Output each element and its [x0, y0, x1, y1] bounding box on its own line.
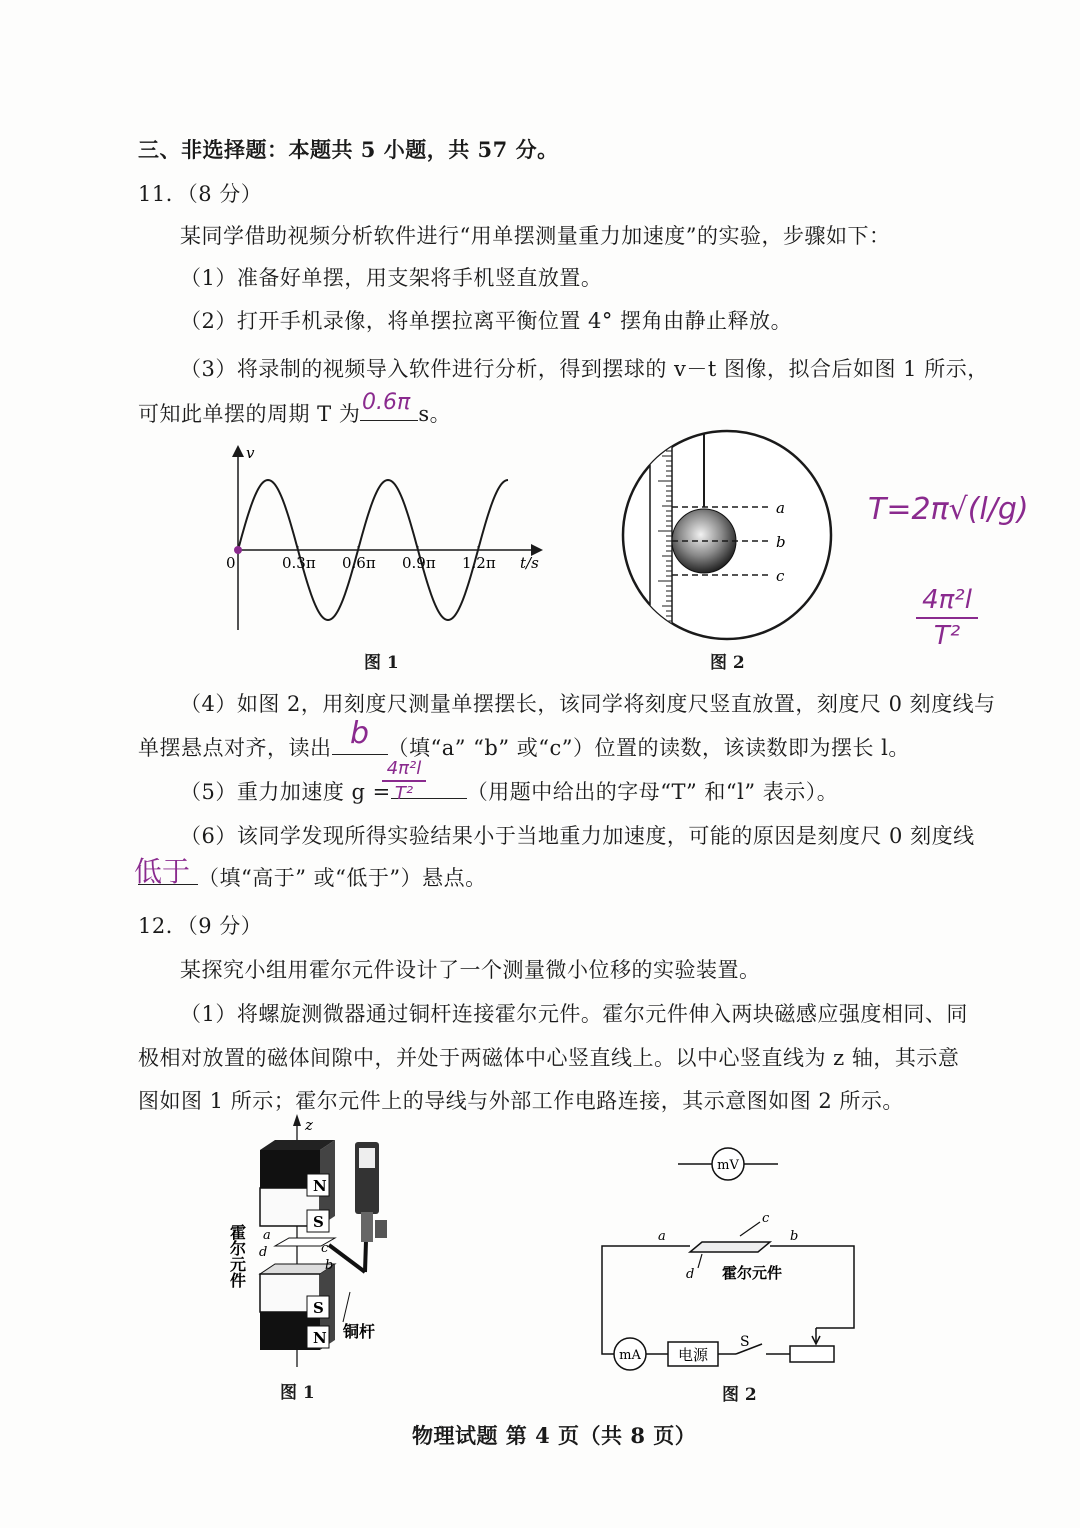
- vt-origin: 0: [226, 554, 236, 572]
- reading-handwritten-answer: b: [350, 716, 370, 751]
- point-b-label: b: [325, 1258, 334, 1273]
- q11-step3-line1: （3）将录制的视频导入软件进行分析，得到摆球的 v－t 图像，拟合后如图 1 所示，: [180, 357, 989, 381]
- q11-fig1-caption: 图 1: [364, 653, 399, 673]
- micrometer-scale: [359, 1148, 375, 1168]
- q11-number: 11．（8 分）: [138, 182, 263, 206]
- g-answer-num: 4π²l: [386, 758, 422, 779]
- g-handwritten-answer: [372, 758, 436, 804]
- q11-step4-line1: （4）如图 2，用刻度尺测量单摆摆长，该同学将刻度尺竖直放置，刻度尺 0 刻度线与: [180, 692, 996, 716]
- q11-step3-suffix: s。: [418, 402, 452, 426]
- point-c-leader: [740, 1222, 760, 1236]
- vt-graph: [222, 440, 552, 640]
- margin-note-g-formula: [912, 585, 982, 651]
- top-magnet-s-label: S: [313, 1213, 324, 1231]
- vt-x-label: t/s: [520, 554, 539, 572]
- q12-step1-line3: 图如图 1 所示；霍尔元件上的导线与外部工作电路连接，其示意图如图 2 所示。: [138, 1089, 904, 1113]
- copper-rod-leader: [343, 1292, 350, 1322]
- period-handwritten-answer: 0.6π: [362, 390, 411, 415]
- ruler: [650, 425, 672, 645]
- point-c-label: c: [321, 1241, 329, 1256]
- vt-tick-label: 0.3π: [282, 554, 316, 572]
- micrometer-spindle: [361, 1212, 373, 1242]
- bottom-magnet-s-label: S: [313, 1299, 324, 1317]
- millivoltmeter-label: mV: [717, 1158, 739, 1173]
- circuit-point-b: b: [790, 1229, 799, 1244]
- q11-step6-line2: [138, 862, 487, 892]
- position-handwritten-answer: 低于: [134, 855, 191, 888]
- handwritten-origin-mark: [234, 546, 242, 554]
- switch-label: S: [740, 1334, 750, 1350]
- q11-step1: （1）准备好单摆，用支架将手机竖直放置。: [180, 266, 603, 290]
- q11-step6-suffix: （填“高于” 或“低于”）悬点。: [198, 866, 487, 890]
- margin-note-g-num: 4π²l: [922, 585, 972, 615]
- q11-step6-line1: （6）该同学发现所得实验结果小于当地重力加速度，可能的原因是刻度尺 0 刻度线: [180, 824, 975, 848]
- q12-intro: 某探究小组用霍尔元件设计了一个测量微小位移的实验装置。: [180, 958, 761, 982]
- circuit-figure: [590, 1140, 870, 1380]
- q11-step4-suffix: （填“a” “b” 或“c”）位置的读数，该读数即为摆长 l。: [387, 736, 910, 760]
- bottom-magnet-n-label: N: [313, 1329, 327, 1347]
- period-answer-blank: [360, 420, 418, 421]
- margin-note-period-formula: T=2π√(l/g): [868, 492, 1029, 527]
- power-source-label: 电源: [677, 1346, 709, 1364]
- q12-fig2-caption: 图 2: [722, 1385, 757, 1405]
- vt-tick-label: 0.9π: [402, 554, 436, 572]
- hall-element-label: 霍尔元件: [227, 1224, 247, 1288]
- point-a-label: a: [263, 1228, 271, 1243]
- section-header: 三、非选择题：本题共 5 小题，共 57 分。: [138, 137, 559, 162]
- g-answer-fraction-bar: [382, 780, 426, 782]
- loop-wire-left: [602, 1246, 690, 1354]
- margin-note-g-den: T²: [933, 621, 961, 651]
- vt-tick-label: 1.2π: [462, 554, 496, 572]
- hall-element: [690, 1242, 770, 1252]
- rheostat: [790, 1346, 834, 1362]
- magnet-figure: [225, 1112, 425, 1372]
- q11-step2: （2）打开手机录像，将单摆拉离平衡位置 4° 摆角由静止释放。: [180, 309, 793, 333]
- micrometer-thimble: [375, 1220, 387, 1238]
- milliammeter-label: mA: [619, 1348, 641, 1363]
- reading-answer-blank: [332, 754, 388, 755]
- q12-step1-line1: （1）将螺旋测微器通过铜杆连接霍尔元件。霍尔元件伸入两块磁感应强度相同、同: [180, 1002, 968, 1026]
- loop-wire-right: [770, 1246, 854, 1328]
- page-footer: 物理试题 第 4 页（共 8 页）: [412, 1423, 697, 1448]
- top-magnet-n-label: N: [313, 1177, 327, 1195]
- q11-step3-prefix: 可知此单摆的周期 T 为: [138, 402, 361, 426]
- z-axis-arrow: [293, 1114, 301, 1126]
- q11-fig2-caption: 图 2: [710, 653, 745, 673]
- q11-intro: 某同学借助视频分析软件进行“用单摆测量重力加速度”的实验，步骤如下：: [180, 224, 891, 248]
- margin-note-g-fraction-bar: [916, 617, 978, 619]
- q11-step5: [180, 776, 838, 806]
- g-answer-den: T²: [394, 783, 414, 804]
- z-axis-label: z: [305, 1116, 313, 1134]
- q11-step5-prefix: （5）重力加速度 g =: [180, 780, 391, 804]
- rheostat-slider: [812, 1328, 820, 1344]
- ruler-figure: [620, 425, 835, 645]
- point-d-label: d: [259, 1245, 268, 1260]
- vt-tick-label: 0.6π: [342, 554, 376, 572]
- circuit-point-c: c: [762, 1211, 770, 1226]
- circuit-point-a: a: [658, 1229, 666, 1244]
- circuit-point-d: d: [686, 1267, 695, 1282]
- vt-y-label: v: [246, 444, 255, 462]
- level-c-label: c: [776, 567, 785, 585]
- circuit-hall-label: 霍尔元件: [722, 1264, 783, 1282]
- point-d-leader: [698, 1254, 702, 1268]
- level-a-label: a: [776, 499, 785, 517]
- copper-rod-label: 铜杆: [343, 1322, 376, 1341]
- q12-fig1-caption: 图 1: [280, 1383, 315, 1403]
- q11-step4-prefix: 单摆悬点对齐，读出: [138, 736, 332, 760]
- level-b-label: b: [776, 533, 786, 551]
- q11-step4-line2: [138, 732, 910, 762]
- q12-number: 12．（9 分）: [138, 914, 263, 938]
- q12-step1-line2: 极相对放置的磁体间隙中，并处于两磁体中心竖直线上。以中心竖直线为 z 轴，其示意: [138, 1046, 960, 1070]
- q11-step5-suffix: （用题中给出的字母“T” 和“l” 表示）。: [466, 780, 839, 804]
